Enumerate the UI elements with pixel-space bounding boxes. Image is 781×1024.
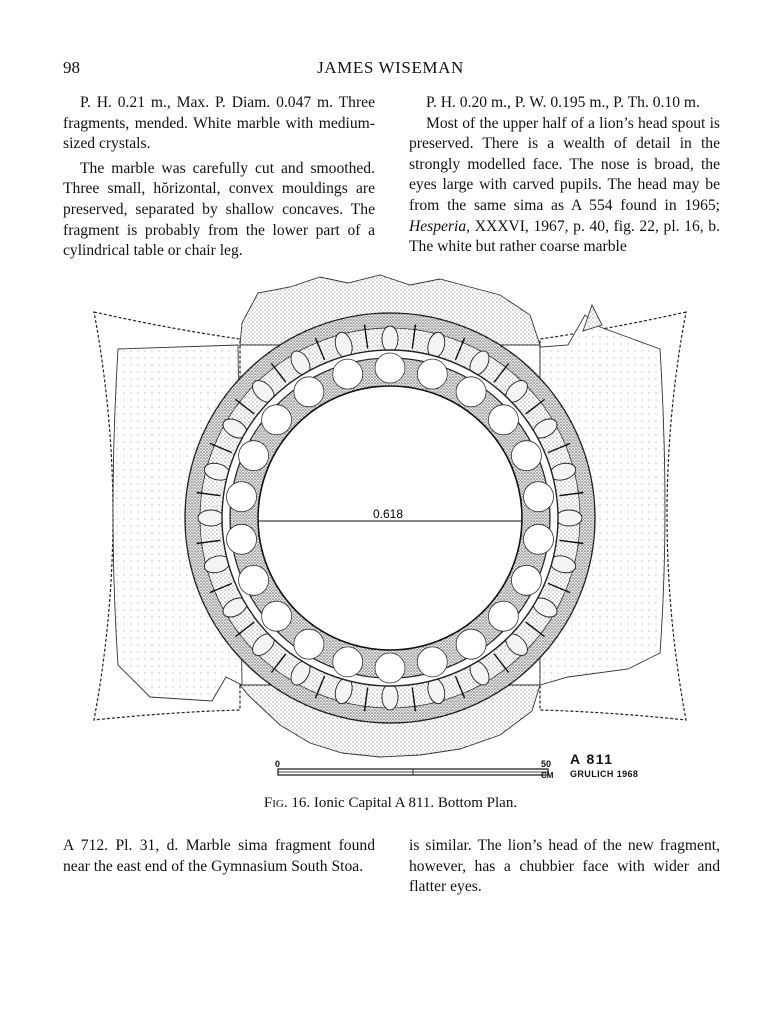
scallop <box>227 482 257 512</box>
scallop <box>333 647 363 677</box>
drafter-credit: GRULICH 1968 <box>570 769 639 779</box>
scallop <box>262 405 292 435</box>
left-column-top <box>63 93 375 262</box>
ovolo-egg <box>198 510 224 526</box>
figure-number: Fig. 16. <box>263 795 311 811</box>
ovolo-egg <box>382 684 398 710</box>
scallop <box>262 601 292 631</box>
scallop <box>294 377 324 407</box>
scallop <box>488 601 518 631</box>
right-top-paragraph-2 <box>409 114 720 258</box>
scale-bar <box>270 758 560 784</box>
scallop <box>294 629 324 659</box>
right-column-top <box>409 93 720 258</box>
left-top-paragraph-1: P. H. 0.21 m., Max. P. Diam. 0.047 m. Three fragments, mended. White marble with medium-sized crystals. <box>63 94 375 153</box>
scallop <box>524 524 554 554</box>
figure-caption <box>0 795 781 812</box>
catalog-id: A 811 <box>570 751 614 767</box>
scale-end-label: 50 <box>541 759 552 769</box>
scallop <box>239 441 269 471</box>
capital-bottom-plan-drawing <box>80 265 700 770</box>
scallop <box>511 565 541 595</box>
ovolo-egg <box>382 326 398 352</box>
scallop <box>524 482 554 512</box>
scallop <box>417 647 447 677</box>
figure-caption-text: Ionic Capital A 811. Bottom Plan. <box>313 795 518 811</box>
scallop <box>417 359 447 389</box>
scale-start-label: 0 <box>275 759 281 769</box>
left-column-bottom <box>63 836 375 877</box>
capital-drawing-svg <box>80 265 700 770</box>
scallop <box>456 629 486 659</box>
diameter-label: 0.618 <box>372 507 404 521</box>
scallop <box>488 405 518 435</box>
ovolo-egg <box>556 510 582 526</box>
scallop <box>239 565 269 595</box>
scallop <box>511 441 541 471</box>
scale-unit-label: CM <box>541 771 554 780</box>
scallop <box>456 377 486 407</box>
right-bottom-paragraph: is similar. The lion’s head of the new fragment, however, has a chubbier face with wider and flatter eyes. <box>409 837 720 896</box>
right-top-paragraph-1: P. H. 0.20 m., P. W. 0.195 m., P. Th. 0.10 m. <box>426 94 700 111</box>
left-top-paragraph-2: The marble was carefully cut and smoothed. Three small, hŏrizontal, convex mouldings are preserved, separated by shallow concaves. The fragment is probably from the lower part of a cylindrical table or chair leg. <box>63 159 375 260</box>
right-top-text-b: XXXVI, 1967, p. 40, fig. 22, pl. 16, b. The white but rather coarse marble <box>409 217 720 256</box>
journal-title-italic: Hesperia, <box>409 217 471 235</box>
scallop <box>375 353 405 383</box>
scallop <box>375 653 405 683</box>
left-bottom-paragraph: A 712. Pl. 31, d. Marble sima fragment found near the east end of the Gymnasium South Stoa. <box>63 837 375 875</box>
right-column-bottom <box>409 836 720 898</box>
running-head: JAMES WISEMAN <box>317 58 464 77</box>
right-top-text-a: Most of the upper half of a lion’s head spout is preserved. There is a wealth of detail in the strongly modelled face. The nose is broad, the eyes large with carved pupils. The head may be from the same sima as A 554 found in 1965; <box>409 114 720 214</box>
scallop <box>333 359 363 389</box>
scallop <box>227 524 257 554</box>
page-number: 98 <box>63 58 80 77</box>
